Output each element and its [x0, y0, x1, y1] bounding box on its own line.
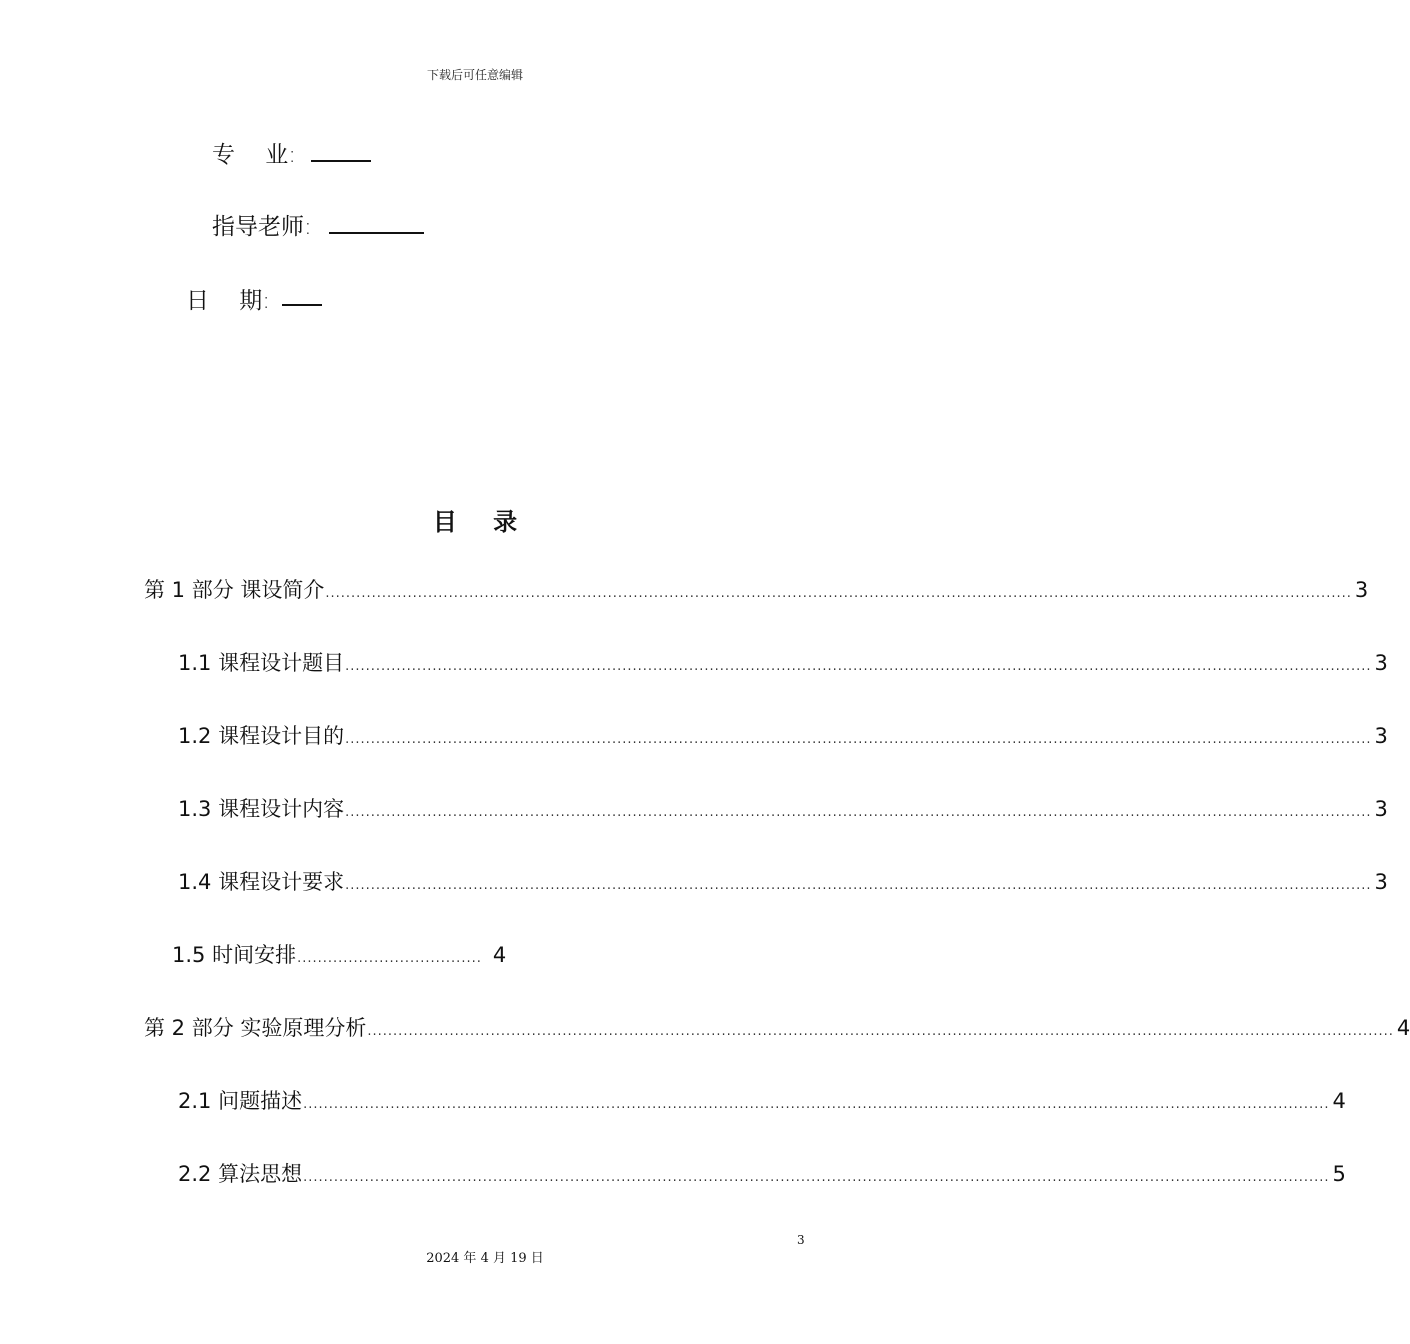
toc-entry-page: 3	[1374, 651, 1388, 675]
major-field	[212, 136, 296, 169]
toc-dot-leader: ........................................................................................................................................................................................................	[303, 1170, 1330, 1185]
date-label: 日 期:	[186, 288, 271, 314]
toc-entry-page: 3	[1374, 724, 1388, 748]
toc-dot-leader: ....................................	[297, 951, 482, 966]
toc-entry[interactable]	[144, 1012, 1410, 1046]
toc-entry[interactable]	[144, 574, 1369, 608]
toc-entry-text: 1.4 课程设计要求	[178, 870, 345, 894]
toc-dot-leader: ........................................................................................................................................................................................................	[345, 732, 1372, 747]
toc-dot-leader: ........................................................................................................................................................................................................	[325, 586, 1352, 601]
toc-entry-page: 3	[1354, 578, 1369, 602]
toc-entry-page: 3	[1374, 797, 1388, 821]
advisor-label: 指导老师:	[212, 214, 312, 240]
toc-entry-page: 3	[1374, 870, 1388, 894]
header-note: 下载后可任意编辑	[426, 68, 523, 82]
major-label: 专 业:	[212, 142, 297, 168]
major-blank-line	[311, 160, 371, 162]
toc-dot-leader: ........................................................................................................................................................................................................	[367, 1024, 1394, 1039]
toc-entry[interactable]	[178, 1158, 1346, 1192]
toc-entry-text: 1.1 课程设计题目	[178, 651, 345, 675]
toc-entry[interactable]	[178, 866, 1388, 900]
toc-entry-text: 2.1 问题描述	[178, 1089, 303, 1113]
toc-dot-leader: ........................................................................................................................................................................................................	[345, 878, 1372, 893]
toc-entry-text: 1.2 课程设计目的	[178, 724, 345, 748]
toc-dot-leader: ........................................................................................................................................................................................................	[303, 1097, 1330, 1112]
toc-dot-leader: ........................................................................................................................................................................................................	[345, 805, 1372, 820]
toc-entry-text: 1.5 时间安排	[172, 943, 297, 967]
toc-entry[interactable]	[178, 720, 1388, 754]
toc-entry-text: 第 2 部分 实验原理分析	[144, 1016, 367, 1040]
toc-entry[interactable]	[178, 1085, 1346, 1119]
toc-title: 目 录	[432, 508, 532, 536]
toc-entry-page: 4	[1396, 1016, 1410, 1040]
toc-entry-text: 第 1 部分 课设简介	[144, 578, 325, 602]
toc-entry-page: 5	[1332, 1162, 1346, 1186]
toc-entry[interactable]	[178, 647, 1388, 681]
toc-entry-page: 4	[492, 943, 507, 967]
advisor-blank-line	[329, 232, 424, 234]
date-field	[186, 282, 270, 315]
toc-entry-text: 2.2 算法思想	[178, 1162, 303, 1186]
advisor-field	[212, 208, 312, 241]
page-number: 3	[797, 1233, 805, 1247]
toc-entry-text: 1.3 课程设计内容	[178, 797, 345, 821]
footer-date: 2024 年 4 月 19 日	[426, 1251, 544, 1266]
toc-entry[interactable]	[172, 939, 542, 973]
toc-entry-page: 4	[1332, 1089, 1346, 1113]
toc-dot-leader: ........................................................................................................................................................................................................	[345, 659, 1372, 674]
toc-entry[interactable]	[178, 793, 1388, 827]
date-blank-line	[282, 304, 322, 306]
